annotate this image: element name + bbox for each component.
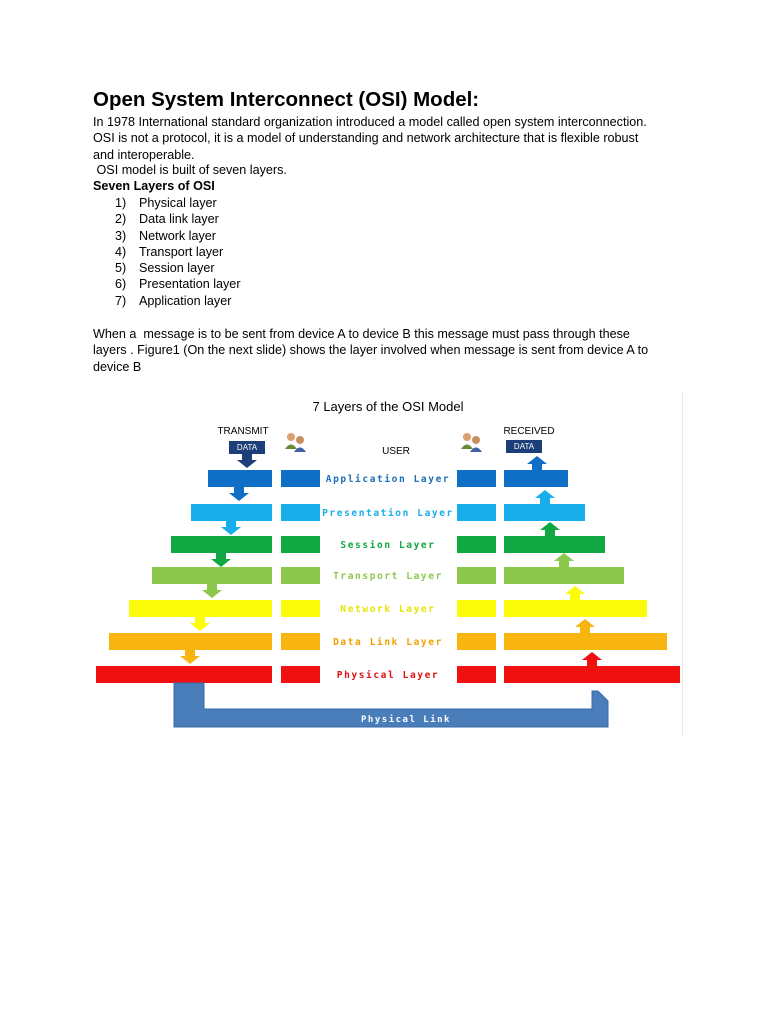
users-icon — [296, 436, 304, 444]
layer-label: Session Layer — [340, 540, 436, 551]
list-item: 7) Application layer — [115, 293, 232, 308]
layer-label: Physical Layer — [336, 670, 440, 681]
intro-paragraph — [93, 114, 683, 163]
down-arrow-icon — [202, 584, 222, 598]
layer-block-transmit — [171, 536, 272, 553]
up-arrow-icon — [554, 553, 574, 567]
intro-line: In 1978 International standard organization introduced a model called open system interconnection. — [93, 115, 647, 129]
layer-block-mid-left — [281, 504, 320, 521]
users-icon — [285, 445, 297, 450]
up-arrow-icon — [540, 522, 560, 536]
layer-block-transmit — [96, 666, 272, 683]
layer-block-mid-right — [457, 633, 496, 650]
layer-block-received — [504, 536, 605, 553]
list-item: 5) Session layer — [115, 261, 215, 276]
transmit-label: TRANSMIT — [217, 426, 269, 437]
layer-block-mid-right — [457, 567, 496, 584]
layer-block-received — [504, 633, 667, 650]
message-line: When a message is to be sent from device A to device B this message must pass through these — [93, 327, 630, 341]
layer-block-transmit — [208, 470, 272, 487]
up-arrow-icon — [535, 490, 555, 504]
layer-block-transmit — [152, 567, 272, 584]
layer-block-mid-left — [281, 536, 320, 553]
layers-list — [115, 195, 241, 309]
osi-diagram — [94, 391, 682, 735]
message-paragraph — [93, 326, 683, 375]
data-label: DATA — [236, 443, 258, 452]
up-arrow-icon — [527, 456, 547, 470]
received-label: RECEIVED — [503, 426, 555, 437]
users-icon — [463, 433, 471, 441]
message-line: device B — [93, 359, 142, 374]
layer-block-mid-left — [281, 633, 320, 650]
message-line: layers . Figure1 (On the next slide) shows the layer involved when message is sent from device A to — [93, 343, 649, 358]
layer-block-mid-left — [281, 600, 320, 617]
down-arrow-icon — [190, 617, 210, 631]
user-label: USER — [382, 446, 410, 457]
list-item: 6) Presentation layer — [115, 277, 241, 292]
layer-block-mid-right — [457, 600, 496, 617]
intro-line: OSI is not a protocol, it is a model of understanding and network architecture that is flexible robust — [93, 131, 639, 146]
layer-label: Data Link Layer — [333, 637, 443, 648]
layer-label: Network Layer — [340, 604, 436, 615]
list-item: 2) Data link layer — [115, 212, 219, 227]
list-item: 4) Transport layer — [115, 244, 224, 259]
down-arrow-icon — [180, 650, 200, 664]
layer-label: Presentation Layer — [322, 508, 454, 519]
layer-block-mid-right — [457, 504, 496, 521]
users-icon — [461, 445, 473, 450]
down-arrow-icon — [237, 454, 257, 468]
layer-label: Application Layer — [325, 474, 451, 485]
intro-line: and interoperable. — [93, 147, 195, 162]
data-label: DATA — [513, 442, 535, 451]
layers-heading: Seven Layers of OSI — [93, 179, 215, 193]
osi-figure — [94, 391, 683, 735]
down-arrow-icon — [221, 521, 241, 535]
layer-block-received — [504, 600, 647, 617]
layer-block-transmit — [109, 633, 272, 650]
up-arrow-icon — [575, 619, 595, 633]
list-item: 3) Network layer — [115, 228, 216, 243]
page-title: Open System Interconnect (OSI) Model: — [93, 88, 480, 111]
layer-block-received — [504, 504, 585, 521]
up-arrow-icon — [565, 586, 585, 600]
layer-block-mid-right — [457, 470, 496, 487]
users-icon — [472, 436, 480, 444]
layer-label: Transport Layer — [333, 571, 443, 582]
layer-block-mid-right — [457, 666, 496, 683]
layer-block-mid-left — [281, 470, 320, 487]
physical-link-label: Physical Link — [361, 715, 451, 725]
users-icon — [287, 433, 295, 441]
layer-block-transmit — [191, 504, 272, 521]
built-line: OSI model is built of seven layers. — [93, 163, 287, 177]
list-item: 1) Physical layer — [115, 196, 217, 210]
layer-block-received — [504, 567, 624, 584]
layer-block-mid-left — [281, 666, 320, 683]
layer-block-mid-right — [457, 536, 496, 553]
down-arrow-icon — [229, 487, 249, 501]
figure-title: 7 Layers of the OSI Model — [312, 399, 464, 414]
layer-block-received — [504, 470, 568, 487]
layer-block-mid-left — [281, 567, 320, 584]
layer-block-received — [504, 666, 680, 683]
up-arrow-icon — [582, 652, 602, 666]
down-arrow-icon — [211, 553, 231, 567]
layer-block-transmit — [129, 600, 272, 617]
